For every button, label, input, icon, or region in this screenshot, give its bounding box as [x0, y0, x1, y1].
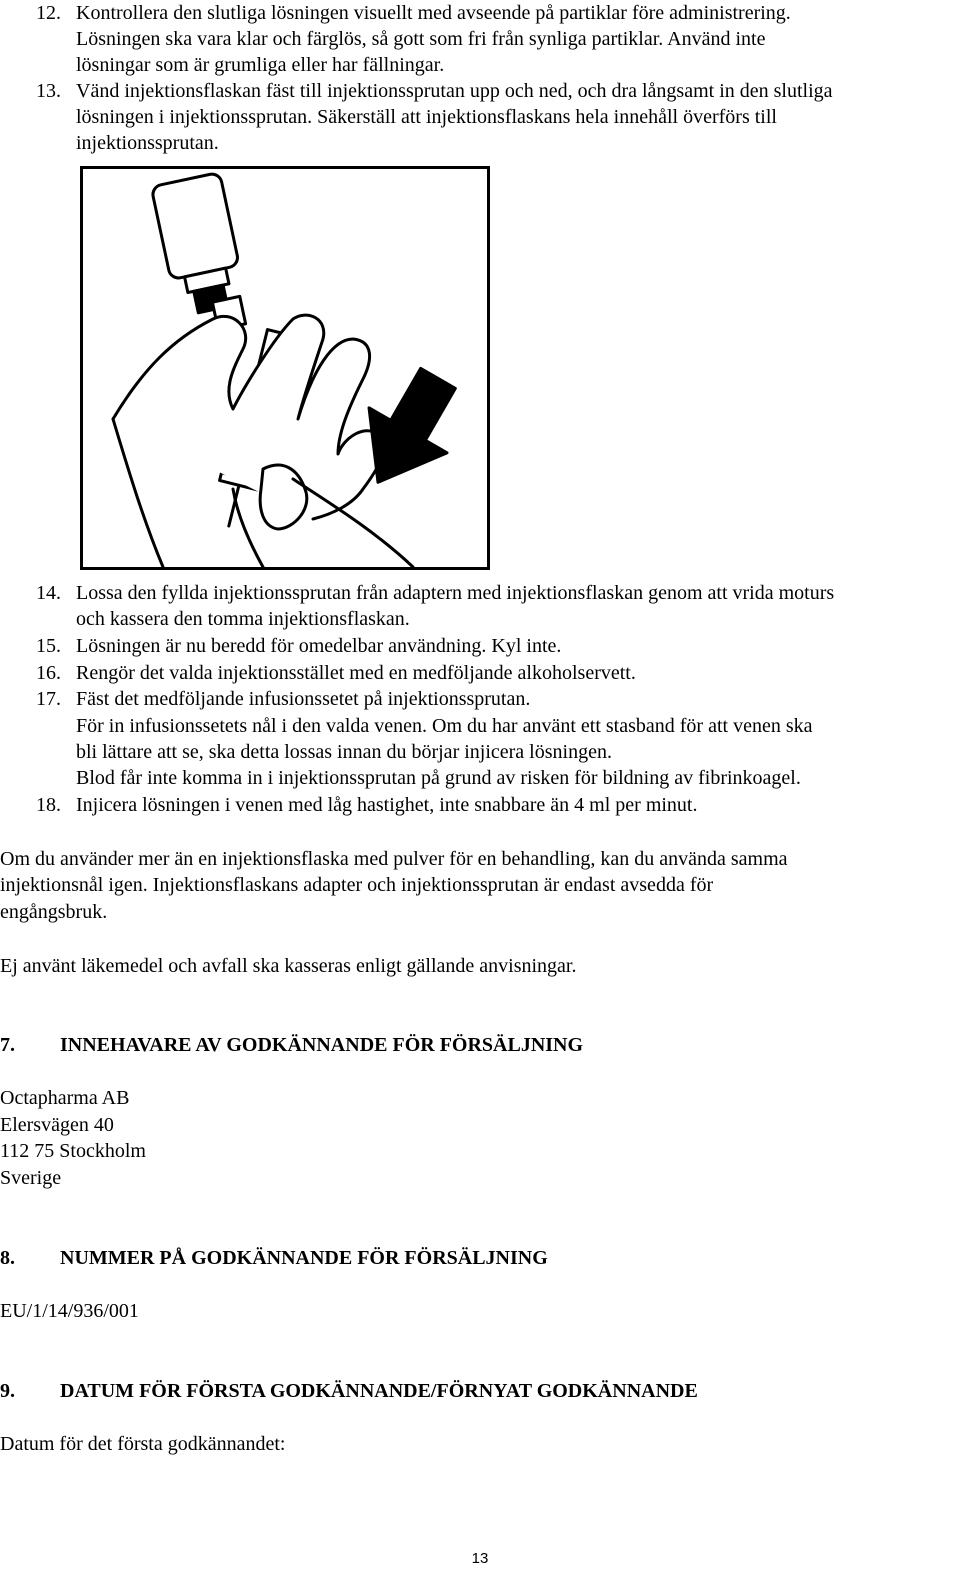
- step-text: För in infusionssetets nål i den valda venen. Om du har använt ett stasband för att venen ska: [76, 715, 813, 737]
- authorisation-number: EU/1/14/936/001: [0, 1300, 139, 1322]
- address-line: 112 75 Stockholm: [0, 1140, 146, 1162]
- step-text: Lösningen är nu beredd för omedelbar användning. Kyl inte.: [76, 635, 562, 657]
- vial-icon: [151, 172, 247, 317]
- step-text: lösningar som är grumliga eller har fällningar.: [76, 54, 445, 76]
- step-number: 18.: [36, 794, 61, 816]
- section-number: 8.: [0, 1247, 15, 1269]
- step-text: och kassera den tomma injektionsflaskan.: [76, 608, 410, 630]
- section-heading: NUMMER PÅ GODKÄNNANDE FÖR FÖRSÄLJNING: [60, 1247, 548, 1269]
- step-text: Rengör det valda injektionsstället med en medföljande alkoholservett.: [76, 662, 636, 684]
- step-number: 14.: [36, 582, 61, 604]
- address-line: Sverige: [0, 1167, 62, 1189]
- authorisation-date-label: Datum för det första godkännandet:: [0, 1433, 286, 1455]
- page-number: 13: [471, 1550, 489, 1567]
- step-text: injektionssprutan.: [76, 132, 219, 154]
- step-text: bli lättare att se, ska detta lossas innan du börjar injicera lösningen.: [76, 741, 612, 763]
- step-number: 16.: [36, 662, 61, 684]
- step-text: Kontrollera den slutliga lösningen visuellt med avseende på partiklar före administrering.: [76, 2, 791, 24]
- address-line: Octapharma AB: [0, 1087, 130, 1109]
- section-heading: INNEHAVARE AV GODKÄNNANDE FÖR FÖRSÄLJNING: [60, 1034, 584, 1056]
- step-number: 17.: [36, 688, 61, 710]
- step-text: Injicera lösningen i venen med låg hastighet, inte snabbare än 4 ml per minut.: [76, 794, 698, 816]
- step-text: Lossa den fyllda injektionssprutan från adaptern med injektionsflaskan genom att vrida moturs: [76, 582, 835, 604]
- section-heading: DATUM FÖR FÖRSTA GODKÄNNANDE/FÖRNYAT GODKÄNNANDE: [60, 1380, 698, 1402]
- step-text: Blod får inte komma in i injektionssprutan på grund av risken för bildning av fibrinkoagel.: [76, 767, 801, 789]
- paragraph-line: Ej använt läkemedel och avfall ska kasseras enligt gällande anvisningar.: [0, 955, 577, 977]
- paragraph-line: injektionsnål igen. Injektionsflaskans adapter och injektionssprutan är endast avsedda för: [0, 874, 714, 896]
- step-text: lösningen i injektionssprutan. Säkerställ att injektionsflaskans hela innehåll överförs till: [76, 106, 777, 128]
- step-text: Vänd injektionsflaskan fäst till injektionssprutan upp och ned, och dra långsamt in den slutliga: [76, 80, 833, 102]
- address-line: Elersvägen 40: [0, 1114, 114, 1136]
- paragraph-line: engångsbruk.: [0, 901, 108, 923]
- section-number: 7.: [0, 1034, 15, 1056]
- section-number: 9.: [0, 1380, 15, 1402]
- step-number: 15.: [36, 635, 61, 657]
- step-text: Fäst det medföljande infusionssetet på injektionssprutan.: [76, 688, 531, 710]
- paragraph-line: Om du använder mer än en injektionsflaska med pulver för en behandling, kan du använda samma: [0, 848, 788, 870]
- illustration-vial-syringe: [80, 166, 490, 570]
- step-number: 12.: [36, 2, 61, 24]
- step-number: 13.: [36, 80, 61, 102]
- step-text: Lösningen ska vara klar och färglös, så gott som fri från synliga partiklar. Använd inte: [76, 28, 766, 50]
